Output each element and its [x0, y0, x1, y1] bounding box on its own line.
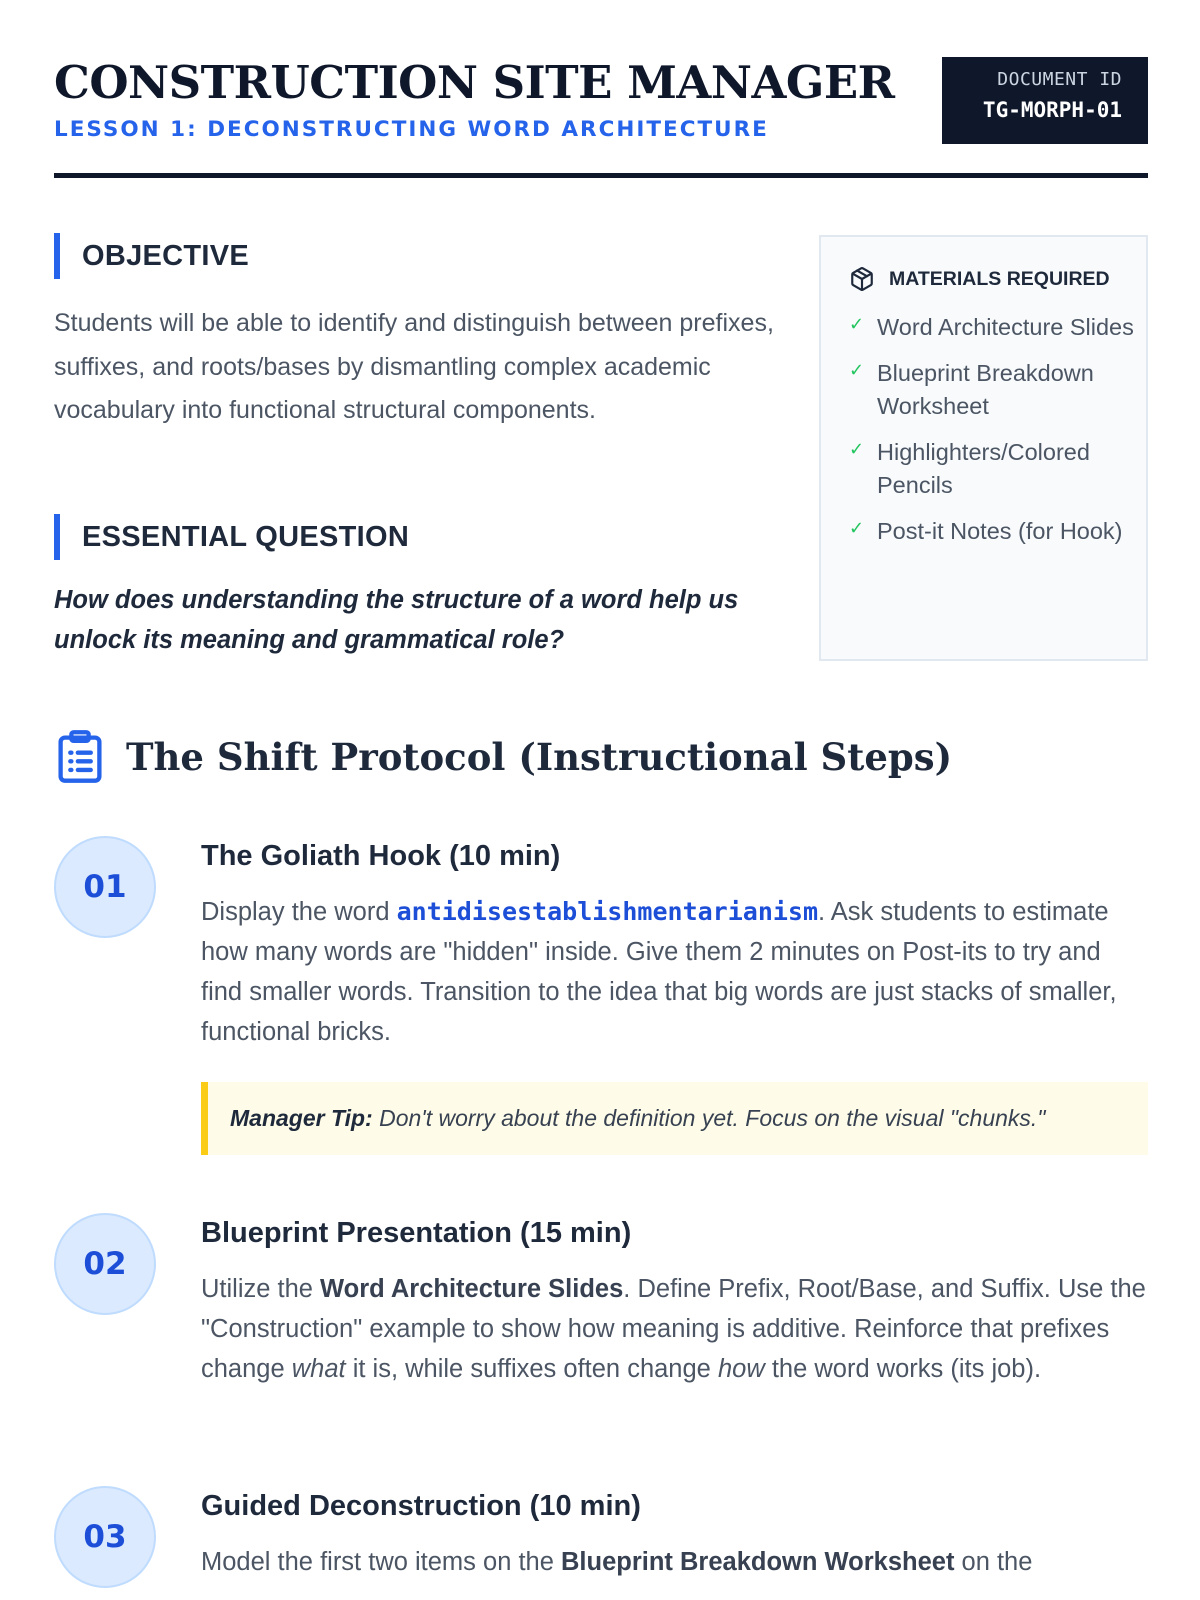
step-body	[201, 836, 1148, 1155]
objective-text: Students will be able to identify and distinguish between prefixes, suffixes, and roots/bases by dismantling complex academic vocabulary into functional structural components.	[54, 309, 774, 424]
document-header	[54, 0, 1148, 178]
materials-list-item	[849, 311, 1139, 344]
step-text: Utilize the	[201, 1275, 321, 1303]
step-text: . Define Prefix, Root/Base, and Suffix. Use the "Construction" example to show how meaning is additive. Reinforce that prefixes change	[201, 1275, 1146, 1383]
step-body	[201, 1486, 1148, 1582]
material-label: Blueprint Breakdown Worksheet	[877, 360, 1094, 419]
manager-tip	[201, 1082, 1148, 1155]
emphasis-word: what	[291, 1355, 346, 1383]
check-icon: ✓	[849, 518, 865, 538]
step-description	[201, 892, 1148, 1052]
step-text: it is, while suffixes often change	[345, 1355, 718, 1383]
step-text: Model the first two items on the	[201, 1548, 561, 1576]
step-description	[201, 1269, 1148, 1389]
step-title: Guided Deconstruction (10 min)	[201, 1490, 641, 1522]
materials-list-item	[849, 436, 1139, 502]
step-text: the word works (its job).	[764, 1355, 1042, 1383]
protocol-heading	[54, 729, 952, 785]
step-number-badge: 01	[54, 836, 156, 938]
check-icon: ✓	[849, 314, 865, 334]
document-id-badge	[942, 57, 1148, 144]
tip-label: Manager Tip:	[230, 1105, 373, 1131]
material-label: Word Architecture Slides	[877, 314, 1134, 340]
package-icon	[849, 266, 875, 292]
step-body	[201, 1213, 1148, 1389]
materials-list	[849, 311, 1139, 561]
clipboard-list-icon	[54, 729, 106, 785]
document-id-label: DOCUMENT ID	[997, 69, 1122, 90]
step-title: The Goliath Hook (10 min)	[201, 840, 561, 872]
materials-list-item	[849, 357, 1139, 423]
step-text: on the	[954, 1548, 1033, 1576]
lesson-plan-page	[54, 0, 1148, 1576]
step-description	[201, 1542, 1148, 1582]
material-reference: Word Architecture Slides	[320, 1275, 624, 1303]
check-icon: ✓	[849, 439, 865, 459]
essential-question-text: How does understanding the structure of a word help us unlock its meaning and grammatical role?	[54, 586, 739, 654]
materials-panel	[819, 235, 1148, 661]
materials-heading	[849, 264, 1110, 294]
highlight-word: antidisestablishmentarianism	[396, 897, 819, 926]
step-text: . Ask students to estimate how many words are "hidden" inside. Give them 2 minutes on Post-its to try and find smaller words. Transition to the idea that big words are just stacks of smaller, functional bricks.	[201, 898, 1117, 1046]
materials-list-item	[849, 515, 1139, 548]
objective-heading: OBJECTIVE	[54, 233, 249, 279]
emphasis-word: how	[717, 1355, 765, 1383]
check-icon: ✓	[849, 360, 865, 380]
protocol-title: The Shift Protocol (Instructional Steps)	[126, 735, 953, 779]
step-number-badge: 03	[54, 1486, 156, 1588]
material-reference: Blueprint Breakdown Worksheet	[561, 1548, 955, 1576]
material-label: Highlighters/Colored Pencils	[877, 439, 1090, 498]
document-id-value: TG-MORPH-01	[982, 98, 1122, 122]
materials-heading-label: MATERIALS REQUIRED	[889, 267, 1110, 290]
material-label: Post-it Notes (for Hook)	[877, 518, 1123, 544]
step-number-badge: 02	[54, 1213, 156, 1315]
step-title: Blueprint Presentation (15 min)	[201, 1217, 632, 1249]
tip-text: Don't worry about the definition yet. Focus on the visual "chunks."	[372, 1105, 1046, 1131]
essential-question-heading: ESSENTIAL QUESTION	[54, 514, 409, 560]
lesson-subtitle: LESSON 1: DECONSTRUCTING WORD ARCHITECTURE	[54, 117, 769, 142]
step-text: Display the word	[201, 898, 397, 926]
page-title: CONSTRUCTION SITE MANAGER	[54, 56, 895, 109]
